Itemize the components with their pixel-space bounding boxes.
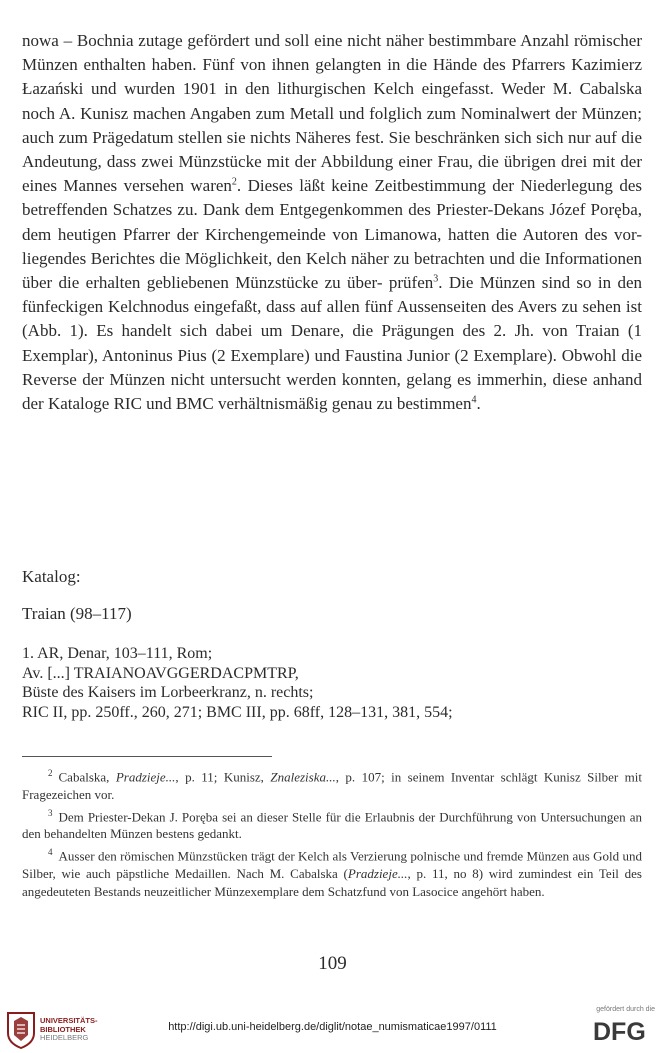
- footnote-text: Ausser den römischen Münzstücken trägt der Kelch als Verzierung polnische und fremde Münzen aus Gold und Silber, wie auch päpstliche Medaillen. Nach M. Cabalska (: [22, 848, 642, 881]
- text-line: . Die Münzen sind so in den fünfeckigen Kelchnodus eingefaßt,: [22, 273, 642, 317]
- dfg-logo-text: DFG: [593, 1018, 646, 1043]
- footnote-ref-3[interactable]: 3: [433, 273, 439, 285]
- footnote-number: 2: [48, 768, 53, 778]
- text-line: lithurgischen Kelch eingefasst. Weder M. Cabalska noch A. Kunisz machen: [22, 79, 642, 123]
- library-line: HEIDELBERG: [40, 1033, 89, 1043]
- catalog-line: Av. [...] TRAIANOAVGGERDACPMTRP,: [22, 664, 299, 682]
- text-line: Anzahl römischer Münzen enthalten haben. Fünf von ihnen gelangten: [22, 31, 642, 75]
- text-line: .: [476, 394, 481, 414]
- text-line: prüfen: [388, 273, 434, 293]
- footnote-ref-4[interactable]: 4: [471, 394, 477, 406]
- footnote-text: , p. 11; Kunisz,: [175, 769, 271, 785]
- footnote-divider: [22, 756, 272, 757]
- catalog-line: RIC II, pp. 250ff., 260, 271; BMC III, pp. 68ff, 128–131, 381, 554;: [22, 703, 453, 721]
- footnote-title: Pradzieje...: [115, 769, 176, 785]
- footnote-number: 3: [48, 807, 53, 818]
- text-line: Antoninus Pius (2 Exemplare) und Faustina Junior (2 Exemplare).: [101, 345, 557, 365]
- library-line: BIBLIOTHEK: [40, 1024, 86, 1034]
- dfg-logo-icon[interactable]: [591, 1017, 655, 1043]
- text-line: Obwohl die Reverse der Münzen nicht untersucht werden konnten, gelang: [22, 345, 643, 389]
- page-number: 109: [318, 953, 347, 974]
- catalog-heading: Katalog:: [22, 567, 81, 586]
- text-line: . Dieses läßt: [236, 176, 325, 196]
- footnotes: [22, 765, 642, 901]
- text-line: es immerhin, diese anhand der Kataloge RIC und BMC verhältnismäßig: [22, 369, 642, 414]
- footnote-text: Cabalska,: [58, 769, 116, 785]
- footnote-2: [22, 765, 642, 804]
- text-line: Angaben zum Metall und folglich zum Nominalwert der Münzen; auch: [22, 103, 643, 147]
- catalog-line: Büste des Kaisers im Lorbeerkranz, n. rechts;: [22, 684, 314, 701]
- footnote-3: [22, 805, 642, 844]
- text-line: sich dabei um Denare, die Prägungen des 2. Jh. von Traian (1 Exemplar),: [22, 321, 643, 365]
- footnote-text: , p. 11, no 8) wird zumindest ein Teil des angedeuteten Bestands neuzeitlicher Münzexemplare dem Schatzfund von Lasocice angehört haben.: [22, 865, 642, 899]
- ruler-heading: Traian (98–117): [22, 604, 132, 623]
- footnote-ref-2[interactable]: 2: [231, 176, 237, 188]
- text-line: in die Hände des Pfarrers Kazimierz Łazański und wurden 1901 in den: [22, 55, 642, 99]
- footer: [0, 1003, 665, 1053]
- text-line: keine Zeitbestimmung der Niederlegung des betreffenden Schatzes zu. Dank: [22, 176, 642, 220]
- text-line: dem Entgegenkommen des Priester-Dekans Józef Poręba, dem heutigen: [22, 200, 642, 244]
- body-paragraph: [22, 29, 642, 416]
- source-url-link[interactable]: http://digi.ub.uni-heidelberg.de/diglit/notae_numismaticae1997/0111: [168, 1021, 497, 1033]
- text-line: die Informationen über die erhalten gebliebenen Münzstücke zu über-: [22, 248, 643, 293]
- footnote-title: Pradzieje...: [347, 865, 408, 881]
- dfg-caption: gefördert durch die: [596, 1006, 655, 1013]
- footnote-text: , p. 107; in seinem Inventar schlägt Kunisz Silber mit Fragezeichen vor.: [22, 769, 642, 802]
- text-line: nur auf die Andeutung, dass zwei Münzstücke mit der Abbildung einer: [22, 127, 643, 172]
- text-line: liegendes Berichtes die Möglichkeit, den Kelch näher zu betrachten und: [22, 248, 515, 268]
- main-text: [22, 29, 642, 416]
- footnote-title: Znaleziska...: [270, 769, 336, 785]
- text-line: Pfarrer der Kirchengemeinde von Limanowa, hatten die Autoren des vor-: [122, 224, 643, 244]
- catalog-entry: [22, 644, 642, 722]
- footnote-4: [22, 844, 642, 900]
- text-line: nowa – Bochnia zutage gefördert und soll eine nicht näher bestimmbare: [22, 31, 517, 50]
- text-line: genau zu bestimmen: [331, 394, 472, 414]
- footnote-text: Dem Priester-Dekan J. Poręba sei an dieser Stelle für die Erlaubnis der Durchführung von Untersuchungen an den behandelten Münzen bestens gedankt.: [22, 808, 642, 842]
- text-line: Frau, die übrigen drei mit der eines Mannes versehen waren: [22, 152, 643, 196]
- library-line: UNIVERSITÄTS-: [40, 1016, 98, 1025]
- text-line: dass auf allen fünf Aussenseiten des Avers zu sehen ist (Abb. 1). Es handelt: [22, 297, 642, 341]
- text-line: zum Prägedatum stellen sie nichts Näheres fest. Sie beschränken sich sich: [58, 127, 564, 147]
- footnote-number: 4: [48, 847, 53, 858]
- catalog-line: 1. AR, Denar, 103–111, Rom;: [22, 645, 213, 662]
